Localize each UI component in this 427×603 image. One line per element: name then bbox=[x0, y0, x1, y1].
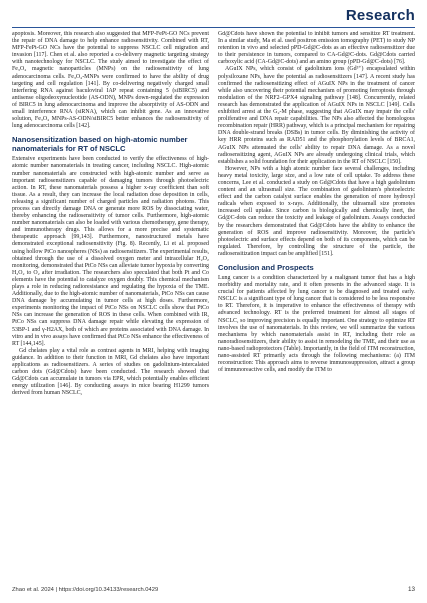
footer-citation: Zhao et al. 2024 | https://doi.org/10.34133/research.0429 bbox=[12, 587, 159, 593]
page-number: 13 bbox=[407, 586, 415, 593]
right-paragraph-3: However, NPs with a high atomic number face several challenges, including heavy metal toxicity, large size, and a low rate of cell uptake. To address these concerns, Lee et al. conducted a study on Gd@Cdots that have a high gadolinium content and an ultrasmall size. The combination of gadolinium's photoelectric effect and the carbon catalyst surface enables the generation of more hydroxyl radicals when exposed to x-rays. Additionally, the ultrasmall size promotes increased cell uptake. Since carbon is biologically and chemically inert, the Gd@C-dots can reduce the toxicity and leakage of gadolinium. Assays conducted by the researchers demonstrated that Gd@Cdots have the ability to enhance the generation of ROS and improve radiosensitivity. Moreover, the particle's photoelectric and surface effects depend on both of its components, which can be regulated. Therefore, by controlling the structure of the particle, the radiosensitization impact can be amplified [151]. bbox=[218, 165, 415, 257]
header-rule bbox=[12, 27, 415, 28]
section-heading-nanosensitization: Nanosensitization based on high-atomic number nanomaterials for RT of NSCLC bbox=[12, 135, 188, 154]
left-paragraph-1: apoptosis. Moreover, this research also suggested that MFP-FePt-GO NCs prevent the repair of DNA damage to help enhance radiosensitivity. Combined with RT, MFP-FePt-GO NCs have the potential to suppress NSCLC cell migration and invasion [117]. Chen et al. also reported a co-delivery magnetic targeting strategy with nanotechnology for NSCLC. The study aimed to investigate the effect of Fe₃O₄ magnetic nanoparticles (MNPs) on the radiosensitivity of lung adenocarcinoma cells. Fe₃O₄-MNPs were confirmed to have the ability of drug targeting and cell regulation [141]. By co-delivering negatively charged small interfering RNA against baculoviral IAP repeat containing 5 (siBIRC5) and antisense oligodeoxynucleotide (AS-ODN), MNPs down-regulated the expression of BIRC5 in lung adenocarcinoma and improve the absorptivity of AS-ODN and small interference RNA (siRNA), which can inhibit gene. As an innovative solution, Fe₃O₄ MNPs-AS-ODN/siBIRC5 better enhances the radiosensitivity of lung adenocarcinoma cells [142]. bbox=[12, 31, 209, 130]
left-paragraph-3: Gd chelates play a vital role as contrast agents in MRI, helping with imaging guidance. In addition to their function in MRI, Gd chelates also have important applications as radiosensitizers. A series of studies on gadolinium-intercalated carbon dots (Gd@Cdots) have been conducted. The research showed that Gd@Cdots can accumulate in tumors via EPR, which potentially enables efficient energy utilization [146]. By conducting assays in mice bearing H1299 tumors derived from human NSCLC, bbox=[12, 347, 209, 397]
article-body bbox=[12, 31, 415, 576]
left-column bbox=[12, 31, 209, 576]
section-heading-conclusion: Conclusion and Prospects bbox=[218, 263, 314, 272]
left-paragraph-2: Extensive experiments have been conducted to verify the effectiveness of high-atomic number nanomaterials in treating cancer, including NSCLC. High-atomic number nanomaterials are constructed with high-atomic number and serve as important radiosensitizers capable of damaging tumors through photoelectric action. In RT, these nanomaterials possess a higher x-ray coefficient than soft tissue. As a result, they can increase the local radiation dose deposition in cells, releasing a significant number of charged particles and radiation photons. This process can directly damage DNA or generate more ROS by dissociating water, thereby enhancing the radiosensitivity of tumor cells. Furthermore, high-atomic number nanomaterials can also be loaded with various chemotherapy, gene therapy, and immunotherapy drugs. This allows for a more precise and systematic therapeutic approach [99,143]. Furthermore, nanostructured metals have demonstrated exceptional radiosensitivity (Fig. 8). Recently, Li et al. proposed using hollow PtCo nanospheres (NSs) as radiosensitizers. The experimental results, obtained through the use of a dissolved oxygen meter and intracellular H₂O₂ monitoring, demonstrated that PtCo NSs can alleviate tumor hypoxia by converting H₂O₂ to O₂ after irradiation. The researchers also speculated that both Pt and Co elements have the potential to catalyze oxygen doubly. This chemical mechanism plays a role in reducing radioresistance and regulating the hypoxia of the TME. Additionally, due to the high-atomic number of nanomaterials, PtCo NSs can cause DNA damage by accumulating in tumor cells at high doses. Furthermore, experiments monitoring the impact of PtCo NSs on NSCLC cells show that PtCo NSs can increase the generation of ROS in these cells. When combined with IR, PtCo NSs can suppress DNA damage repair while elevating the expression of 53BP-1 and γ-H2AX, both of which are proteins associated with DNA damage. In vitro and in vivo assays have confirmed that PtCo NSs enhance the effectiveness of RT [144,145]. bbox=[12, 156, 209, 347]
right-paragraph-1: Gd@Cdots have shown the potential to inhibit tumors and sensitize RT treatment. In a similar study, Ma et al. used positron emission tomography (PET) to study NP retention in vivo and selected pPD-Gd@C-dots as an effective radiosensitizer due to their persistence in tumors, compared to CA-Gd@C-dots. Gd@Cdots carried carboxylic acid (CA-Gd@C-dots) and an amino group (pPD-Gd@C-dots) [76]. bbox=[218, 31, 415, 66]
right-paragraph-2: AGuIX NPs, which consist of gadolinium ions (Gd³⁺) encapsulated within polysiloxane NPs, have the potential as radiosensitizers [147]. A recent study has confirmed the radiosensitizing effect of AGuIX NPs in the treatment of cancer while also uncovering their potential mechanism of promoting ferroptosis through modulation of the NRF2–GPX4 signaling pathway [148]. Concurrently, related research has demonstrated the application of AGuIX NPs in NSCLC [149]. Cells exhibited arrest at the G₂-M phase, suggesting that AGuIX may impair the cells' proliferative and DNA repair capabilities. The NPs also affected the homologous recombination repair (HRR) pathway, which is a principal mechanism for repairing DNA double-strand breaks (DSBs) in tumor cells. By diminishing the activity of key HRR proteins such as RAD51 and the phosphorylation levels of BRCA1, AGuIX NPs attenuated the cells' ability to repair DNA damage. As a novel radiosensitizing agent, AGuIX NPs are already undergoing clinical trials, which establishes a solid foundation for their application in the RT of NSCLC [150]. bbox=[218, 66, 415, 165]
right-column bbox=[218, 31, 415, 576]
right-paragraph-4: Lung cancer is a condition characterized by a malignant tumor that has a high morbidity and mortality rate, and it often presents in the advanced stage. It is crucial for patients affected by lung cancer to be diagnosed and treated early. NSCLC is a significant type of lung cancer that is considered to be less responsive to RT. Therefore, it is imperative to enhance the effectiveness of therapy with advanced technology. RT is the preferred treatment for almost all stages of NSCLC, so improving precision is equally important. One strategy to optimize RT involves the use of nanomaterials. In this review, we will summarize the various mechanisms by which nanomaterials assist in RT, including their role as nanoradiosensitizers, their ability to assist in remodeling the TME, and their use as nano-based radioprotectors (Table). Importantly, in the field of ITM reconstruction, nano-assisted RT primarily acts through the following mechanisms: (a) ITM reconstruction: This approach aims to reverse immunosuppression, attract a group of immunoreactive cells, and modify the ITM to bbox=[218, 275, 415, 374]
journal-name: Research bbox=[345, 7, 415, 24]
